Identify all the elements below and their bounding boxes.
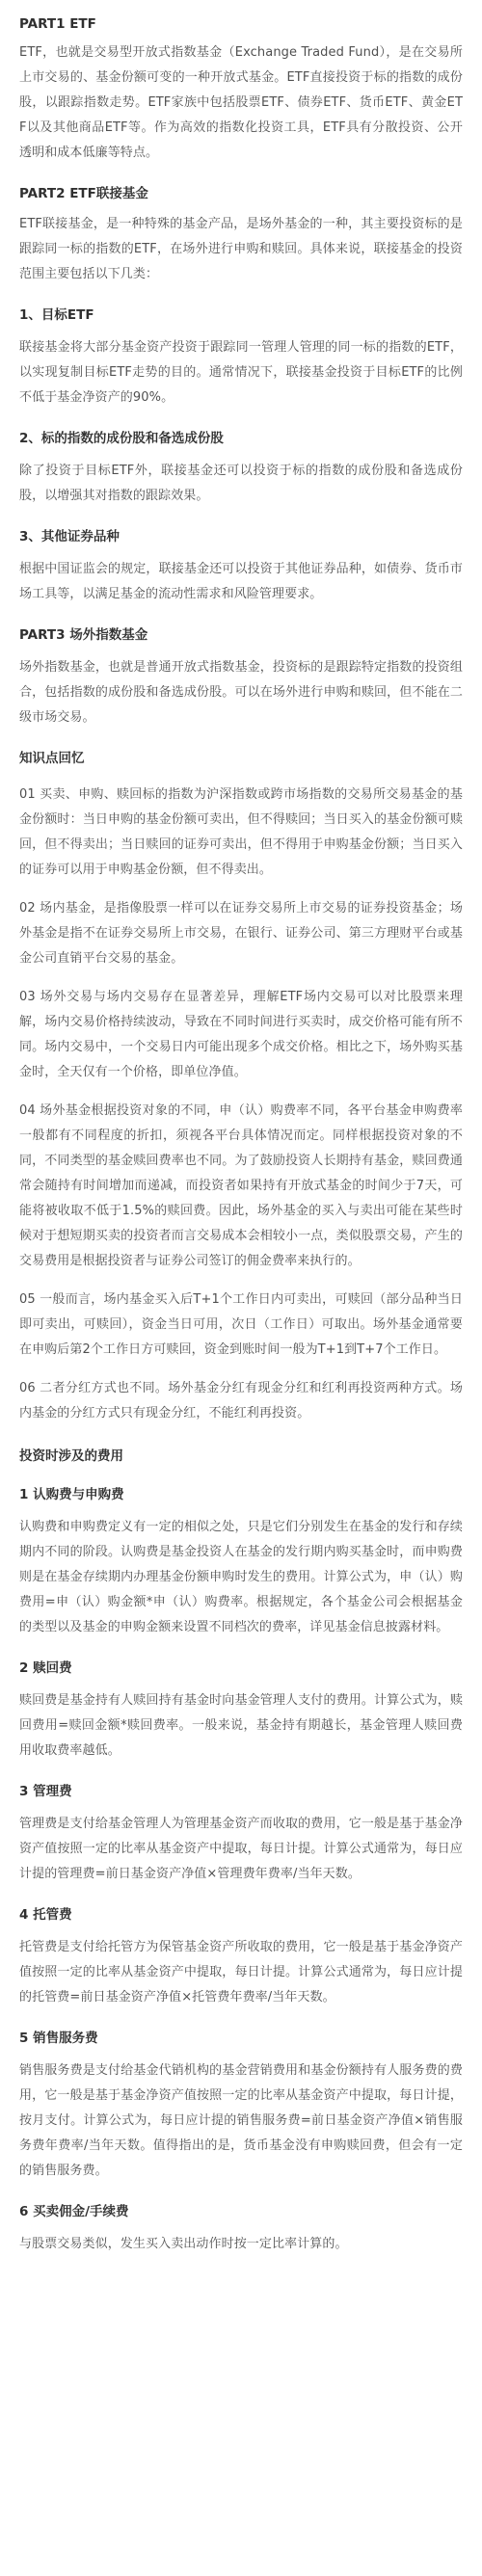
otc-index-fund-paragraph: 场外指数基金，也就是普通开放式指数基金，投资标的是跟踪特定指数的投资组合，包括指数的成份股和备选成份股。可以在场外进行申购和赎回，但不能在二级市场交易。: [19, 660, 463, 725]
review-point-02: 02 场内基金，是指像股票一样可以在证券交易所上市交易的证券投资基金；场外基金是指不在证券交易所上市交易，在银行、证券公司、第三方理财平台或基金公司直销平台交易的基金。: [19, 901, 463, 966]
etf-definition-paragraph: ETF，也就是交易型开放式指数基金（Exchange Traded Fund），是在交易所上市交易的、基金份额可变的一种开放式基金。ETF直接投资于标的指数的成份股，以跟踪指数走势。ETF家族中包括股票ETF、债券ETF、货币ETF、黄金ETF以及其他商品ETF等。作为高效的指数化投资工具，ETF具有分散投资、公开透明和成本低廉等特点。: [19, 45, 463, 160]
management-fee-heading: 3 管理费: [19, 1784, 72, 1799]
part2-heading: PART2 ETF联接基金: [19, 186, 148, 201]
review-point-05: 05 一般而言，场内基金买入后T+1个工作日内可卖出，可赎回（部分品种当日即可卖出，可赎回），资金当日可用，次日（工作日）可取出。场外基金通常要在申购后第2个工作日方可赎回，资金到账时间一般为T+1到T+7个工作日。: [19, 1292, 463, 1357]
management-fee-paragraph: 管理费是支付给基金管理人为管理基金资产而收取的费用，它一般是基于基金净资产值按照一定的比率从基金资产中提取，每日计提。计算公式通常为，每日应计提的管理费=前日基金资产净值×管理费年费率/当年天数。: [19, 1817, 463, 1881]
review-point-04: 04 场外基金根据投资对象的不同，申（认）购费率不同，各平台基金申购费率一般都有不同程度的折扣，须视各平台具体情况而定。同样根据投资对象的不同，不同类型的基金赎回费率也不同。为了鼓励投资人长期持有基金，赎回费通常会随持有时间增加而递减，而投资者如果持有开放式基金的时间少于7天，可能将被收取不低于1.5%的赎回费。因此，场外基金的买入与卖出可能在某些时候对于想短期买卖的投资者而言交易成本会相较小一点，类似股票交易，产生的交易费用是根据投资者与证券公司签订的佣金费率来执行的。: [19, 1103, 463, 1268]
review-point-01: 01 买卖、申购、赎回标的指数为沪深指数或跨市场指数的交易所交易基金的基金份额时：当日申购的基金份额可卖出，但不得赎回；当日买入的基金份额可赎回，但不得卖出；当日赎回的证券可卖出，但不得用于申购基金份额；当日买入的证券可以用于申购基金份额，但不得卖出。: [19, 787, 463, 877]
review-point-06: 06 二者分红方式也不同。场外基金分红有现金分红和红利再投资两种方式。场内基金的分红方式只有现金分红，不能红利再投资。: [19, 1381, 463, 1421]
etf-feeder-paragraph: ETF联接基金，是一种特殊的基金产品，是场外基金的一种，其主要投资标的是跟踪同一标的指数的ETF，在场外进行申购和赎回。具体来说，联接基金的投资范围主要包括以下几类：: [19, 217, 463, 281]
investment-fees-heading: 投资时涉及的费用: [19, 1448, 123, 1464]
constituent-stocks-heading: 2、标的指数的成份股和备选成份股: [19, 431, 224, 446]
custody-fee-paragraph: 托管费是支付给托管方为保管基金资产所收取的费用，它一般是基于基金净资产值按照一定的比率从基金资产中提取，每日计提。计算公式通常为，每日应计提的托管费=前日基金资产净值×托管费年费率/当年天数。: [19, 1940, 463, 2005]
knowledge-review-heading: 知识点回忆: [19, 751, 85, 766]
custody-fee-heading: 4 托管费: [19, 1907, 72, 1923]
trading-commission-paragraph: 与股票交易类似，发生买入卖出动作时按一定比率计算的。: [19, 2237, 348, 2251]
trading-commission-heading: 6 买卖佣金/手续费: [19, 2204, 129, 2219]
other-securities-paragraph: 根据中国证监会的规定，联接基金还可以投资于其他证券品种，如债券、货币市场工具等，以满足基金的流动性需求和风险管理要求。: [19, 562, 463, 601]
target-etf-heading: 1、目标ETF: [19, 307, 94, 323]
part3-heading: PART3 场外指数基金: [19, 627, 148, 643]
other-securities-heading: 3、其他证券品种: [19, 529, 120, 544]
review-point-03: 03 场外交易与场内交易存在显著差异，理解ETF场内交易可以对比股票来理解，场内交易价格持续波动，导致在不同时间进行买卖时，成交价格可能有所不同。场内交易中，一个交易日内可能出现多个成交价格。相比之下，场外购买基金时，全天仅有一个价格，即单位净值。: [19, 990, 463, 1079]
constituent-stocks-paragraph: 除了投资于目标ETF外，联接基金还可以投资于标的指数的成份股和备选成份股，以增强其对指数的跟踪效果。: [19, 464, 463, 503]
redemption-fee-heading: 2 赎回费: [19, 1660, 72, 1676]
subscription-fee-heading: 1 认购费与申购费: [19, 1487, 124, 1502]
part1-heading: PART1 ETF: [19, 16, 96, 32]
redemption-fee-paragraph: 赎回费是基金持有人赎回持有基金时向基金管理人支付的费用。计算公式为，赎回费用=赎回金额*赎回费率。一般来说，基金持有期越长，基金管理人赎回费用收取费率越低。: [19, 1693, 463, 1758]
target-etf-paragraph: 联接基金将大部分基金资产投资于跟踪同一管理人管理的同一标的指数的ETF，以实现复制目标ETF走势的目的。通常情况下，联接基金投资于目标ETF的比例不低于基金净资产的90%。: [19, 340, 463, 405]
sales-service-fee-heading: 5 销售服务费: [19, 2031, 98, 2046]
sales-service-fee-paragraph: 销售服务费是支付给基金代销机构的基金营销费用和基金份额持有人服务费的费用，它一般是基于基金净资产值按照一定的比率从基金资产中提取，每日计提，按月支付。计算公式为，每日应计提的销售服务费=前日基金资产净值×销售服务费年费率/当年天数。值得指出的是，货币基金没有申购赎回费，但会有一定的销售服务费。: [19, 2063, 463, 2178]
subscription-fee-paragraph: 认购费和申购费定义有一定的相似之处，只是它们分别发生在基金的发行和存续期内不同的阶段。认购费是基金投资人在基金的发行期内购买基金时，而申购费则是在基金存续期内办理基金份额申购时发生的费用。计算公式为，申（认）购费用=申（认）购金额*申（认）购费率。根据规定，各个基金公司会根据基金的类型以及基金的申购金额来设置不同档次的费率，详见基金信息披露材料。: [19, 1520, 463, 1634]
